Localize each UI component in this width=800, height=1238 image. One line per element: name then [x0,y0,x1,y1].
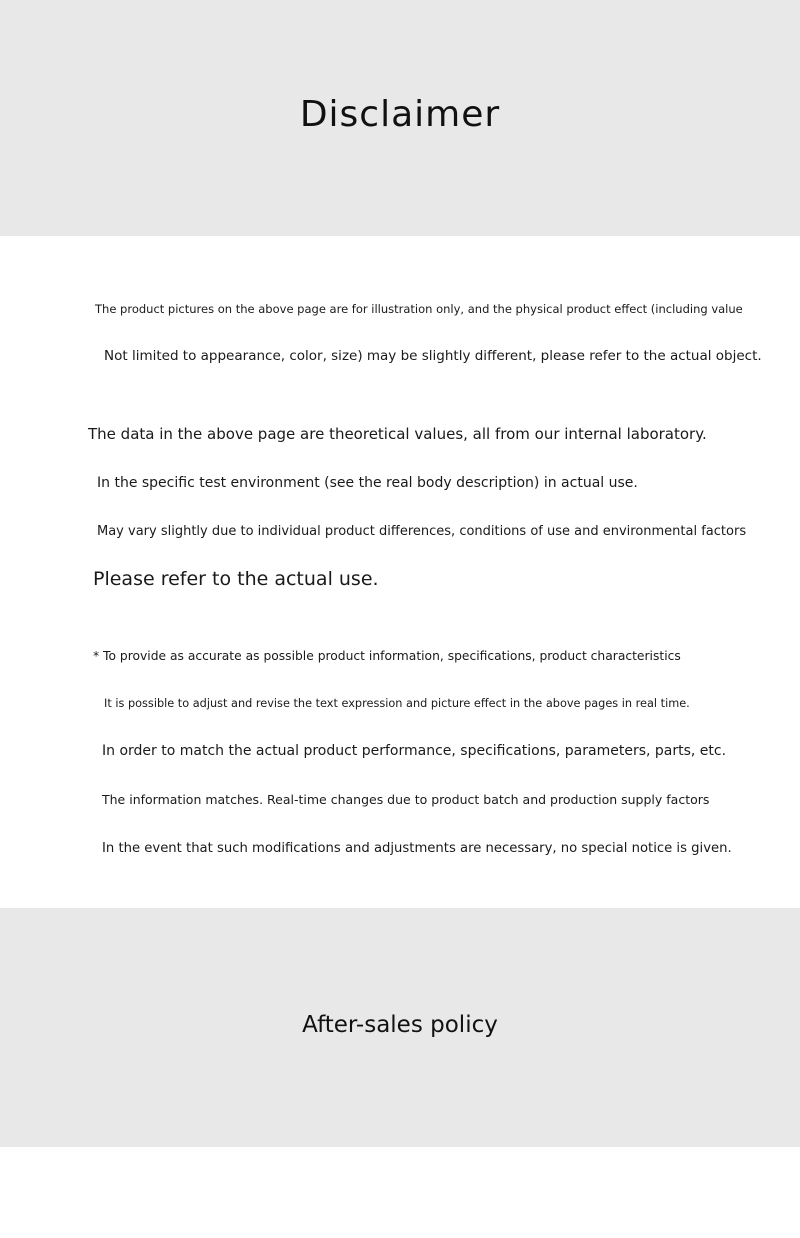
disclaimer-line: * To provide as accurate as possible product information, specifications, product characteristics [93,649,681,663]
disclaimer-line: The information matches. Real-time changes due to product batch and production supply factors [102,792,710,807]
disclaimer-line: In order to match the actual product performance, specifications, parameters, parts, etc. [102,743,727,759]
disclaimer-line: In the specific test environment (see the real body description) in actual use. [97,475,638,491]
disclaimer-title: Disclaimer [299,94,501,135]
disclaimer-line: Not limited to appearance, color, size) may be slightly different, please refer to the actual object. [104,348,762,364]
disclaimer-line: Please refer to the actual use. [93,568,379,590]
after-sales-title: After-sales policy [302,1012,498,1038]
disclaimer-line: The data in the above page are theoretical values, all from our internal laboratory. [88,425,707,443]
disclaimer-line: In the event that such modifications and adjustments are necessary, no special notice is given. [102,841,732,856]
disclaimer-line: May vary slightly due to individual product differences, conditions of use and environmental factors [97,524,747,539]
disclaimer-line: It is possible to adjust and revise the text expression and picture effect in the above pages in real time. [104,697,690,710]
disclaimer-line: The product pictures on the above page are for illustration only, and the physical product effect (including value [95,302,743,316]
